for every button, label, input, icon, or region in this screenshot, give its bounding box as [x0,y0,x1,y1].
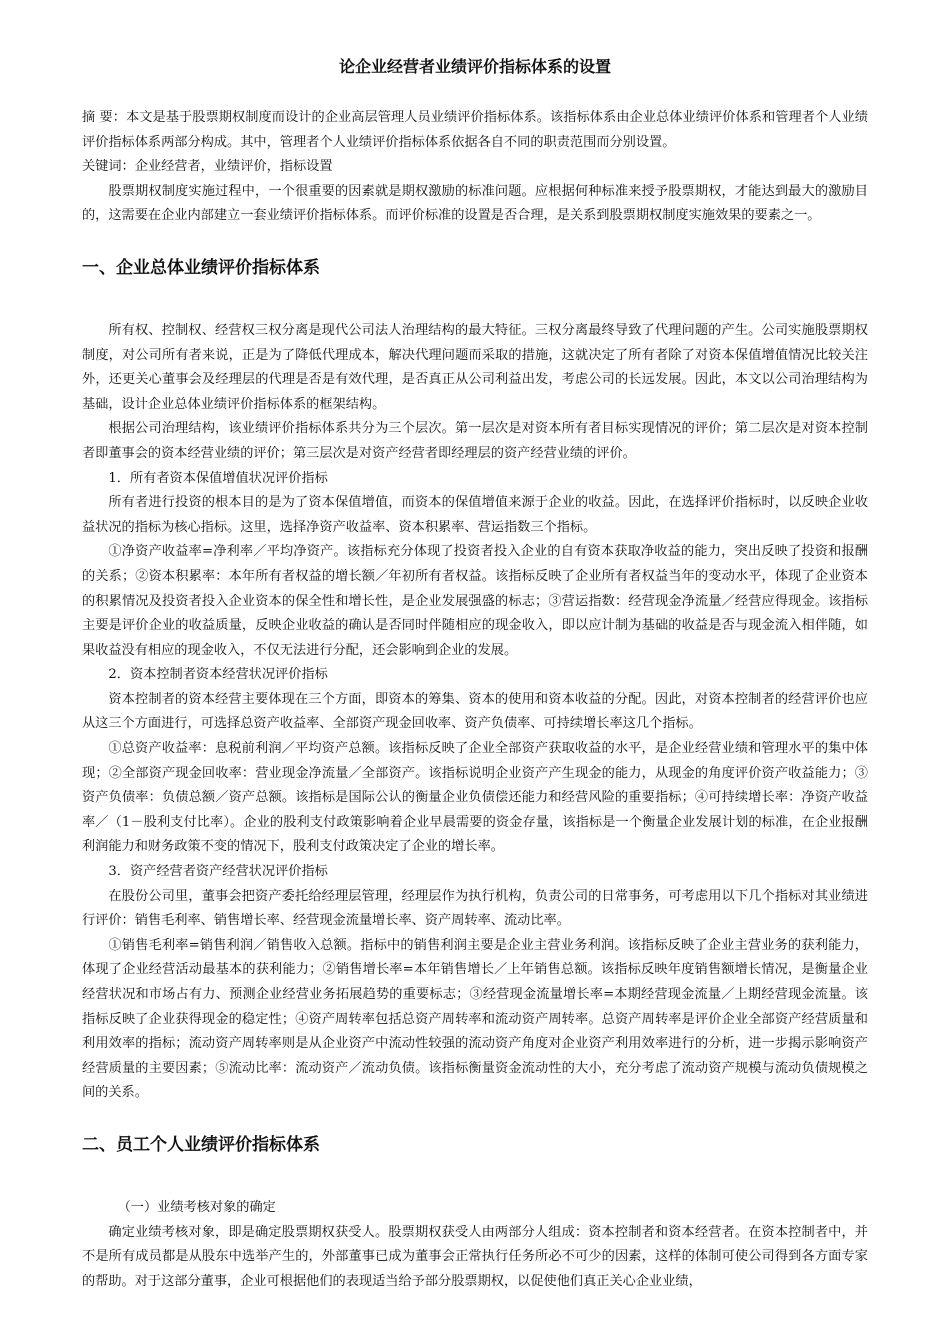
section-1-paragraph-1: 所有权、控制权、经营权三权分离是现代公司法人治理结构的最大特征。三权分离最终导致了代理问题的产生。公司实施股票期权制度，对公司所有者来说，正是为了降低代理成本，解决代理问题而采取的措施，这就决定了所有者除了对资本保值增值情况比较关注外，还更关心董事会及经理层的代理是否是有效代理，是否真正从公司利益出发，考虑公司的长远发展。因此，本文以公司治理结构为基础，设计企业总体业绩评价指标体系的框架结构。 [82,322,868,412]
section-1-paragraph-5: 资本控制者的资本经营主要体现在三个方面，即资本的筹集、资本的使用和资本收益的分配。因此，对资本控制者的经营评价也应从这三个方面进行，可选择总资产收益率、全部资产现金回收率、资产负债率、可持续增长率这几个指标。 [82,691,868,732]
section-1-heading: 一、企业总体业绩评价指标体系 [82,257,320,278]
abstract: 摘 要：本文是基于股票期权制度而设计的企业高层管理人员业绩评价指标体系。该指标体系由企业总体业绩评价体系和管理者个人业绩评价指标体系两部分构成。其中，管理者个人业绩评价指标体系依据各自不同的职责范围而分别设置。 [82,110,868,150]
section-1-paragraph-7: 在股份公司里，董事会把资产委托给经理层管理，经理层作为执行机构，负责公司的日常事务，可考虑用以下几个指标对其业绩进行评价：销售毛利率、销售增长率、经营现金流量增长率、资产周转率、流动比率。 [82,888,868,929]
subheading-operator-indicators: 3．资产经营者资产经营状况评价指标 [108,864,328,880]
section-2-heading: 二、员工个人业绩评价指标体系 [82,1134,320,1155]
section-1-paragraph-8: ①销售毛利率=销售利润／销售收入总额。指标中的销售利润主要是企业主营业务利润。该指标反映了企业主营业务的获利能力，体现了企业经营活动最基本的获利能力；②销售增长率=本年销售增长／上年销售总额。该指标反映年度销售额增长情况，是衡量企业经营状况和市场占有力、预测企业经营业务拓展趋势的重要标志；③经营现金流量增长率=本期经营现金流量／上期经营现金流量。该指标反映了企业获得现金的稳定性；④资产周转率包括总资产周转率和流动资产周转率。总资产周转率是评价企业全部资产经营质量和利用效率的指标；流动资产周转率则是从企业资产中流动性较强的流动资产角度对企业资产利用效率进行的分析，进一步揭示影响资产经营质量的主要因素；⑤流动比率：流动资产／流动负债。该指标衡量资金流动性的大小，充分考虑了流动资产规模与流动负债规模之间的关系。 [82,937,868,1101]
intro-paragraph: 股票期权制度实施过程中，一个很重要的因素就是期权激励的标准问题。应根据何种标准来授予股票期权，才能达到最大的激励目的，这需要在企业内部建立一套业绩评价指标体系。而评价标准的设置是否合理，是关系到股票期权制度实施效果的要素之一。 [82,183,868,224]
section-2-paragraph-1: 确定业绩考核对象，即是确定股票期权获受人。股票期权获受人由两部分人组成：资本控制者和资本经营者。在资本控制者中，并不是所有成员都是从股东中选举产生的，外部董事已成为董事会正常执行任务所必不可少的因素，这样的体制可使公司得到各方面专家的帮助。对于这部分董事，企业可根据他们的表现适当给予部分股票期权，以促使他们真正关心企业业绩， [82,1224,868,1289]
section-1-paragraph-4: ①净资产收益率=净利率／平均净资产。该指标充分体现了投资者投入企业的自有资本获取净收益的能力，突出反映了投资和报酬的关系；②资本积累率：本年所有者权益的增长额／年初所有者权益。该指标反映了企业所有者权益当年的变动水平，体现了企业资本的积累情况及投资者投入企业资本的保全性和增长性，是企业发展强盛的标志；③营运指数：经营现金净流量／经营应得现金。该指标主要是评价企业的收益质量，反映企业收益的确认是否同时伴随相应的现金收入，即以应计制为基础的收益是否与现金流入相伴随，如果收益没有相应的现金收入，不仅无法进行分配，还会影响到企业的发展。 [82,544,868,658]
section-1-paragraph-2: 根据公司治理结构，该业绩评价指标体系共分为三个层次。第一层次是对资本所有者目标实现情况的评价；第二层次是对资本控制者即董事会的资本经营业绩的评价；第三层次是对资产经营者即经理层的资产经营业绩的评价。 [82,421,868,461]
section-1-paragraph-6: ①总资产收益率：息税前利润／平均资产总额。该指标反映了企业全部资产获取收益的水平，是企业经营业绩和管理水平的集中体现；②全部资产现金回收率：营业现金净流量／全部资产。该指标说明企业资产产生现金的能力，从现金的角度评价资产收益能力；③资产负债率：负债总额／资产总额。该指标是国际公认的衡量企业负债偿还能力和经营风险的重要指标；④可持续增长率：净资产收益率／（1－股利支付比率）。企业的股利支付政策影响着企业早晨需要的资金存量，该指标是一个衡量企业发展计划的标准，在企业报酬利润能力和财务政策不变的情况下，股利支付政策决定了企业的增长率。 [82,741,868,855]
subheading-assessment-target: （一）业绩考核对象的确定 [117,1199,276,1215]
section-1-paragraph-3: 所有者进行投资的根本目的是为了资本保值增值，而资本的保值增值来源于企业的收益。因此，在选择评价指标时，以反映企业收益状况的指标为核心指标。这里，选择净资产收益率、资本积累率、营运指数三个指标。 [82,495,868,535]
subheading-owner-indicators: 1．所有者资本保值增值状况评价指标 [108,470,328,486]
subheading-controller-indicators: 2．资本控制者资本经营状况评价指标 [108,667,328,683]
keywords: 关键词：企业经营者，业绩评价，指标设置 [82,159,333,175]
document-title: 论企业经营者业绩评价指标体系的设置 [338,57,611,76]
